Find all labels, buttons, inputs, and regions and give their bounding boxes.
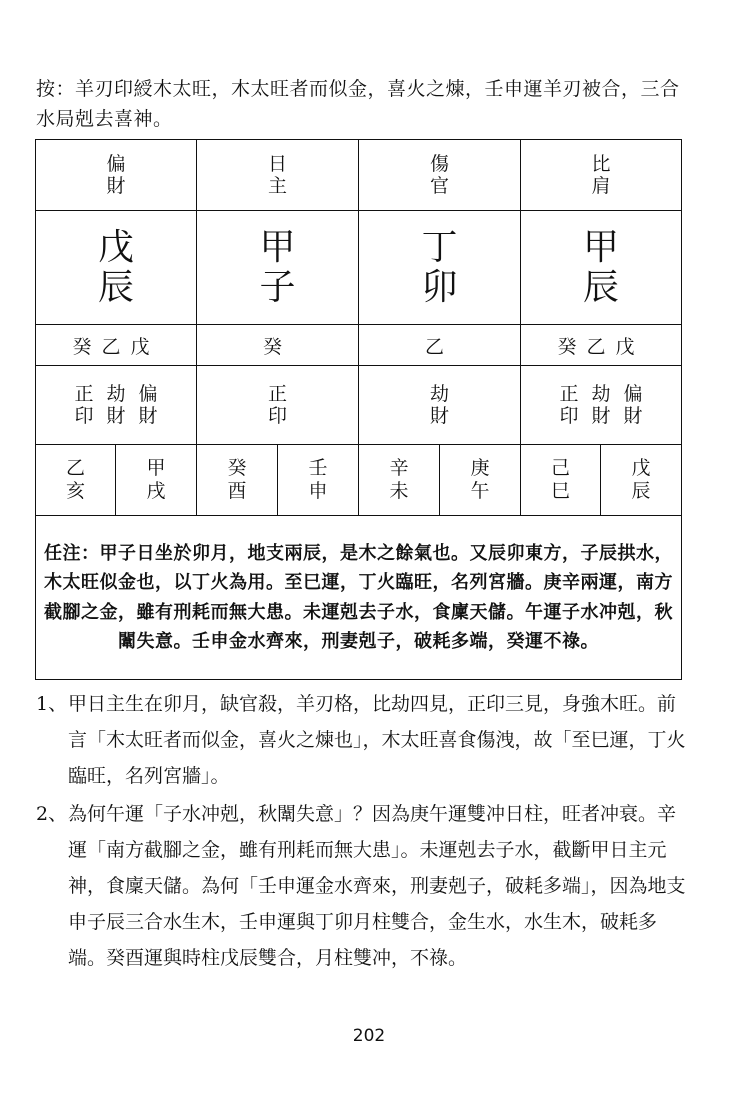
hidden-stems-cell: 癸乙戊 (36, 325, 197, 366)
hour-pillar: 甲 辰 (521, 211, 682, 325)
year-pillar: 戊 辰 (36, 211, 197, 325)
commentary-row (36, 516, 682, 680)
ten-gods-row (36, 140, 682, 211)
analysis-list (36, 686, 686, 978)
hidden-stems-row (36, 325, 682, 366)
bazi-chart (35, 139, 682, 680)
hidden-gods-row (36, 366, 682, 445)
luck-cell: 庚 午 (440, 445, 521, 516)
list-item (36, 796, 686, 976)
hidden-gods-cell: 正 印 劫 財 偏 財 (36, 366, 197, 445)
hidden-gods-cell: 劫 財 (359, 366, 521, 445)
day-pillar: 甲 子 (197, 211, 359, 325)
luck-cell: 甲 戌 (116, 445, 197, 516)
luck-cell: 乙 亥 (36, 445, 116, 516)
commentary-note: 任注：甲子日坐於卯月，地支兩辰，是木之餘氣也。又辰卯東方，子辰拱水，木太旺似金也，以丁火為用。至巳運，丁火臨旺，名列宮牆。庚辛兩運，南方截腳之金，雖有刑耗而無大患。未運剋去子水，食廩天儲。午運子水冲剋，秋闈失意。壬申金水齊來，刑妻剋子，破耗多端，癸運不祿。 (36, 516, 682, 680)
item-text: 甲日主生在卯月，缺官殺，羊刃格，比劫四見，正印三見，身強木旺。前言「木太旺者而似金，喜火之煉也」，木太旺喜食傷洩，故「至巳運，丁火臨旺，名列宮牆」。 (68, 693, 686, 787)
hidden-stems-cell: 癸乙戊 (521, 325, 682, 366)
luck-cell: 壬 申 (278, 445, 359, 516)
god-cell: 日 主 (197, 140, 359, 211)
god-cell: 比 肩 (521, 140, 682, 211)
page-number: 202 (352, 1026, 386, 1046)
god-cell: 偏 財 (36, 140, 197, 211)
hidden-gods-cell: 正 印 (197, 366, 359, 445)
luck-cell: 癸 酉 (197, 445, 278, 516)
item-number: 1、 (36, 693, 68, 715)
luck-cell: 己 巳 (521, 445, 601, 516)
month-pillar: 丁 卯 (359, 211, 521, 325)
luck-cell: 戊 辰 (601, 445, 682, 516)
hidden-gods-cell: 正 印 劫 財 偏 財 (521, 366, 682, 445)
hidden-stems-cell: 癸 (197, 325, 359, 366)
luck-pillars-row (36, 445, 682, 516)
list-item (36, 686, 686, 794)
luck-cell: 辛 未 (359, 445, 440, 516)
item-text: 為何午運「子水冲剋，秋闈失意」？因為庚午運雙冲日柱，旺者冲衰。辛運「南方截腳之金，雖有刑耗而無大患」。未運剋去子水，截斷甲日主元神，食廩天儲。為何「壬申運金水齊來，刑妻剋子，破耗多端」，因為地支申子辰三合水生木，壬申運與丁卯月柱雙合，金生水，水生木，破耗多端。癸酉運與時柱戊辰雙合，月柱雙冲，不祿。 (68, 803, 686, 969)
intro-paragraph: 按：羊刃印綬木太旺，木太旺者而似金，喜火之煉，壬申運羊刃被合，三合水局剋去喜神。 (36, 78, 680, 130)
hidden-stems-cell: 乙 (359, 325, 521, 366)
item-number: 2、 (36, 803, 68, 825)
god-cell: 傷 官 (359, 140, 521, 211)
pillars-row (36, 211, 682, 325)
